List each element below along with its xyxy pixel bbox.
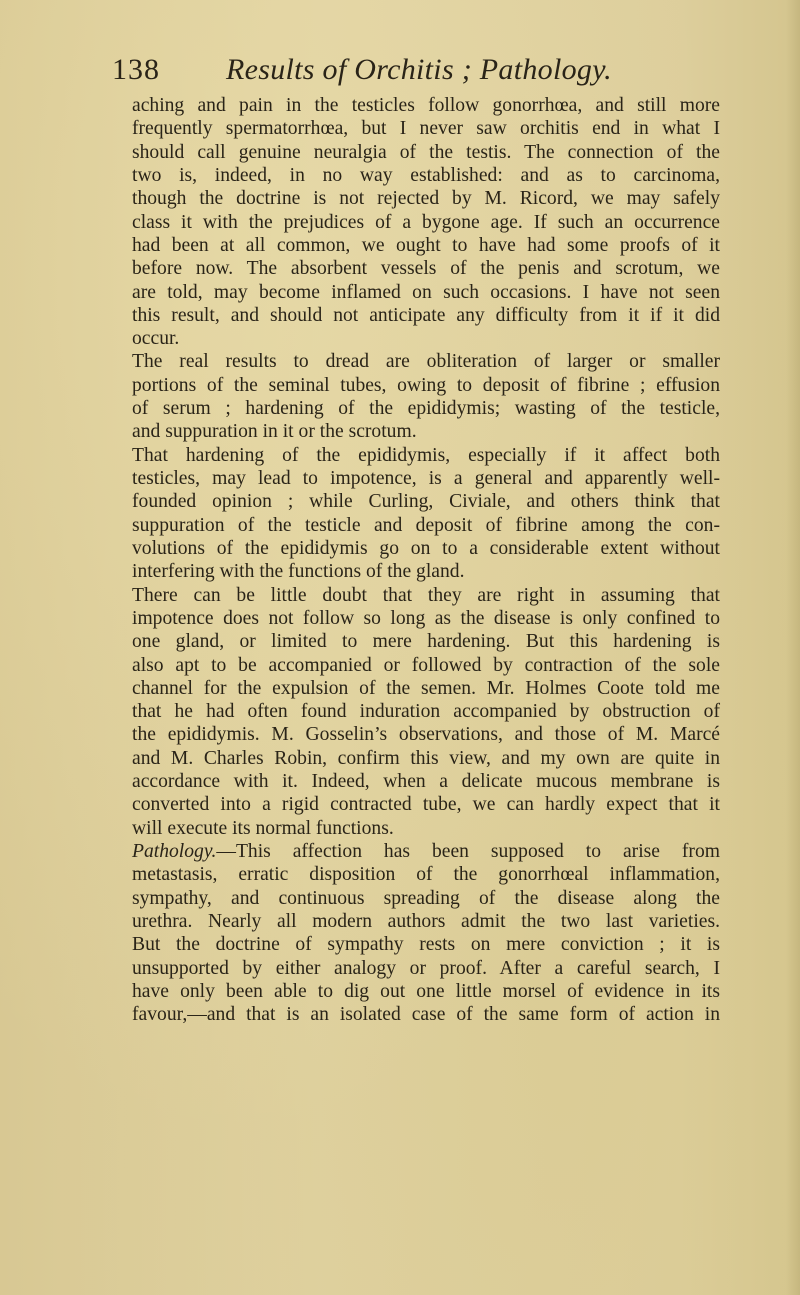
text-line: one gland, or limited to mere hardening. But this hardening is	[132, 631, 720, 653]
paragraph-end-line: occur.	[132, 328, 180, 350]
text-line: also apt to be accompanied or followed by contraction of the sole	[132, 654, 720, 676]
text-line: that he had often found induration accompanied by obstruction of	[132, 701, 720, 723]
paragraph-end-line: will execute its normal functions.	[132, 817, 394, 839]
text-line: But the doctrine of sympathy rests on mere conviction ; it is	[132, 934, 720, 956]
text-line: portions of the seminal tubes, owing to deposit of fibrine ; effusion	[132, 374, 720, 396]
text-line: have only been able to dig out one little morsel of evidence in its	[132, 980, 720, 1002]
text-line: urethra. Nearly all modern authors admit the two last varieties.	[132, 910, 720, 932]
text-line: the epididymis. M. Gosselin’s observations, and those of M. Marcé	[132, 724, 720, 746]
text-line: metastasis, erratic disposition of the gonorrhœal inflammation,	[132, 864, 720, 886]
text-line: favour,—and that is an isolated case of the same form of action in	[132, 1004, 720, 1026]
running-title: Results of Orchitis ; Pathology.	[226, 53, 612, 86]
body-text	[132, 94, 720, 1027]
section-heading-line	[132, 840, 720, 863]
text-line: are told, may become inflamed on such occasions. I have not seen	[132, 281, 720, 303]
text-line: sympathy, and continuous spreading of the disease along the	[132, 887, 720, 909]
text-line: suppuration of the testicle and deposit of fibrine among the con-	[132, 514, 720, 536]
paragraph-start-line: That hardening of the epididymis, especially if it affect both	[132, 444, 720, 466]
running-header	[112, 52, 712, 88]
text-line: and M. Charles Robin, confirm this view, and my own are quite in	[132, 747, 720, 769]
text-line: class it with the prejudices of a bygone age. If such an occurrence	[132, 211, 720, 233]
text-line: converted into a rigid contracted tube, we can hardly expect that it	[132, 794, 720, 816]
page-edge-shadow	[786, 0, 800, 1295]
text-line: frequently spermatorrhœa, but I never saw orchitis end in what I	[132, 118, 720, 140]
paragraph-end-line: interfering with the functions of the gland.	[132, 561, 465, 583]
text-line: founded opinion ; while Curling, Civiale, and others think that	[132, 491, 720, 513]
text-line: unsupported by either analogy or proof. After a careful search, I	[132, 957, 720, 979]
section-heading-pathology: Pathology.	[132, 841, 217, 862]
text-line: two is, indeed, in no way established: and as to carcinoma,	[132, 164, 720, 186]
text-line: impotence does not follow so long as the disease is only confined to	[132, 607, 720, 629]
text-line: this result, and should not anticipate any difficulty from it if it did	[132, 304, 720, 326]
text-line: had been at all common, we ought to have had some proofs of it	[132, 234, 720, 256]
text-line: volutions of the epididymis go on to a considerable extent without	[132, 537, 720, 559]
paragraph-end-line: and suppuration in it or the scrotum.	[132, 421, 417, 443]
text-line: testicles, may lead to impotence, is a general and apparently well-	[132, 468, 720, 489]
text-line: should call genuine neuralgia of the testis. The connection of the	[132, 141, 720, 163]
text-line: of serum ; hardening of the epididymis; wasting of the testicle,	[132, 398, 720, 420]
text-line: though the doctrine is not rejected by M. Ricord, we may safely	[132, 188, 720, 210]
text-line: channel for the expulsion of the semen. Mr. Holmes Coote told me	[132, 677, 720, 699]
paragraph-start-line: There can be little doubt that they are right in assuming that	[132, 584, 720, 606]
section-heading-text: —This affection has been supposed to arise from	[216, 841, 720, 862]
paragraph-start-line: The real results to dread are obliteration of larger or smaller	[132, 351, 720, 373]
page-number: 138	[112, 53, 160, 86]
text-line: before now. The absorbent vessels of the penis and scrotum, we	[132, 258, 720, 280]
text-line: accordance with it. Indeed, when a delicate mucous membrane is	[132, 771, 720, 793]
text-line: aching and pain in the testicles follow gonorrhœa, and still more	[132, 95, 720, 116]
